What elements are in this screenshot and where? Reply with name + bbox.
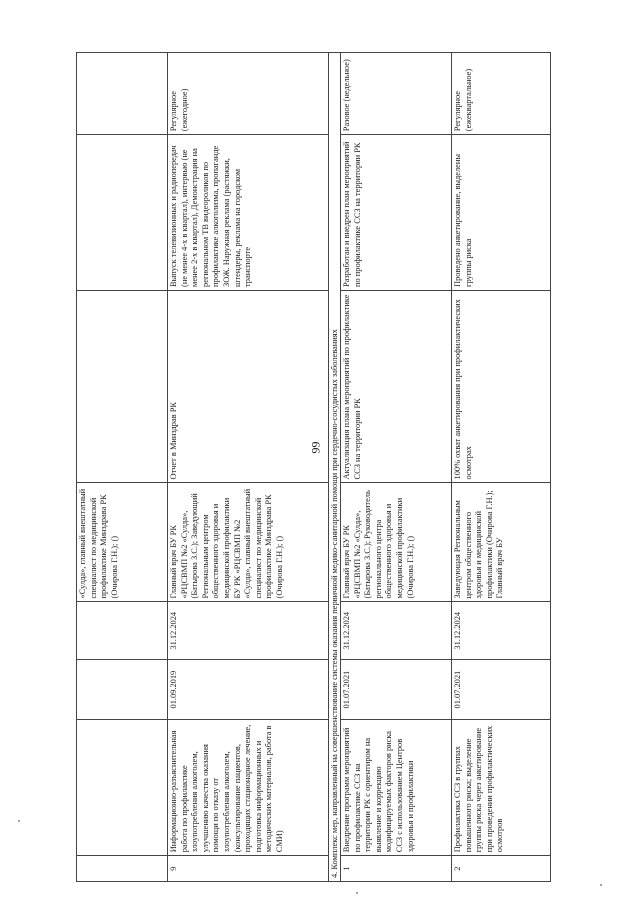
cell-start: 01.07.2021 — [452, 660, 551, 720]
cell-start: 01.09.2019 — [168, 660, 329, 720]
cell-executor: «Сулда», главный внештатный специалист по медицинской профилактике Минздрава РК (Очирова Г.Н.); () — [77, 483, 168, 602]
cell-control: 100% охват анкетирования при профилактических осмотрах — [452, 290, 551, 483]
cell-activity: Профилактика ССЗ в группах повышенного риска; выделение группы риска через анкетирование при проведении профилактических осмотров — [452, 720, 551, 856]
table-row — [452, 53, 551, 882]
cell-frequency: Регулярное (ежеквартальное) — [452, 53, 551, 135]
scan-speck — [356, 892, 358, 894]
cell-control — [77, 290, 168, 483]
rotated-table-wrapper — [76, 52, 596, 882]
cell-frequency — [77, 53, 168, 135]
scan-speck — [18, 820, 20, 822]
cell-end — [77, 602, 168, 660]
cell-frequency: Регулярное (ежегодное) — [168, 53, 329, 135]
cell-start — [77, 660, 168, 720]
cell-num — [77, 856, 168, 882]
scan-speck — [600, 884, 602, 886]
cell-control: Актуализация плана мероприятий по профилактике ССЗ на территории РК — [341, 290, 452, 483]
table-row — [341, 53, 452, 882]
cell-result — [77, 135, 168, 291]
cell-control: Отчет в Минздрав РК — [168, 290, 329, 483]
plan-table — [76, 52, 551, 882]
page-number: 99 — [308, 441, 323, 454]
section-header-row — [329, 53, 341, 882]
cell-executor: Главный врач БУ РК «РЦСВМП №2 «Сулда», (Батырова З.С.); Заведующий Региональным центром общественного здоровья и медицинской профилактики БУ РК «РЦСВМП №2 «Сулда», главный внештатный специалист по медицинской профилактике Минздрава РК (Очирова Г.Н.); () — [168, 483, 329, 602]
cell-end: 31.12.2024 — [168, 602, 329, 660]
cell-activity: Информационно-разъяснительная работа по профилактике злоупотребления алкоголем, улучшению качества оказания помощи по отказу от злоупотребления алкоголем, (консультирование пациентов, проходящих стационарное лечение, подготовка информационных и методических материалов, работа в СМИ) — [168, 720, 329, 856]
cell-activity — [77, 720, 168, 856]
cell-num: 1 — [341, 856, 452, 882]
table-row — [77, 53, 168, 882]
cell-result: Разработан и внедрен план мероприятий по профилактике ССЗ на территории РК — [341, 135, 452, 291]
cell-num: 9 — [168, 856, 329, 882]
section-title: 4. Комплекс мер, направленный на совершенствование системы оказания первичной медико-санитарной помощи при сердечно-сосудистых заболеваниях — [329, 53, 341, 882]
cell-end: 31.12.2024 — [452, 602, 551, 660]
cell-executor: Заведующая Региональным центром общественного здоровья и медицинской профилактики (Очирова Г.Н.); Главный врач БУ — [452, 483, 551, 602]
cell-num: 2 — [452, 856, 551, 882]
cell-frequency: Разовое (недельное) — [341, 53, 452, 135]
table-row — [168, 53, 329, 882]
cell-end: 31.12.2024 — [341, 602, 452, 660]
cell-executor: Главный врач БУ РК «РЦСВМП №2 «Сулда», (Батырова З.С.); Руководитель регионального центра общественного здоровья и медицинской профилактики (Очирова Г.Н.); () — [341, 483, 452, 602]
cell-result: Выпуск телевизионных и радиопередач (не менее 4-х в квартал), интервью (не менее 2-х в квартал), Демонстрация на региональном ТВ видеороликов по профилактике алкоголизма, пропаганде ЗОЖ. Наружная реклама (растяжки, штендеры, реклама на городском транспорте — [168, 135, 329, 291]
cell-start: 01.07.2021 — [341, 660, 452, 720]
cell-activity: Внедрение программ мероприятий по профилактике ССЗ на территории РК с ориентиром на выявление и коррекцию модифицируемых факторов риска ССЗ с использованием Центров здоровья и профилактики — [341, 720, 452, 856]
cell-result: Проведено анкетирование, выделены группы риска — [452, 135, 551, 291]
